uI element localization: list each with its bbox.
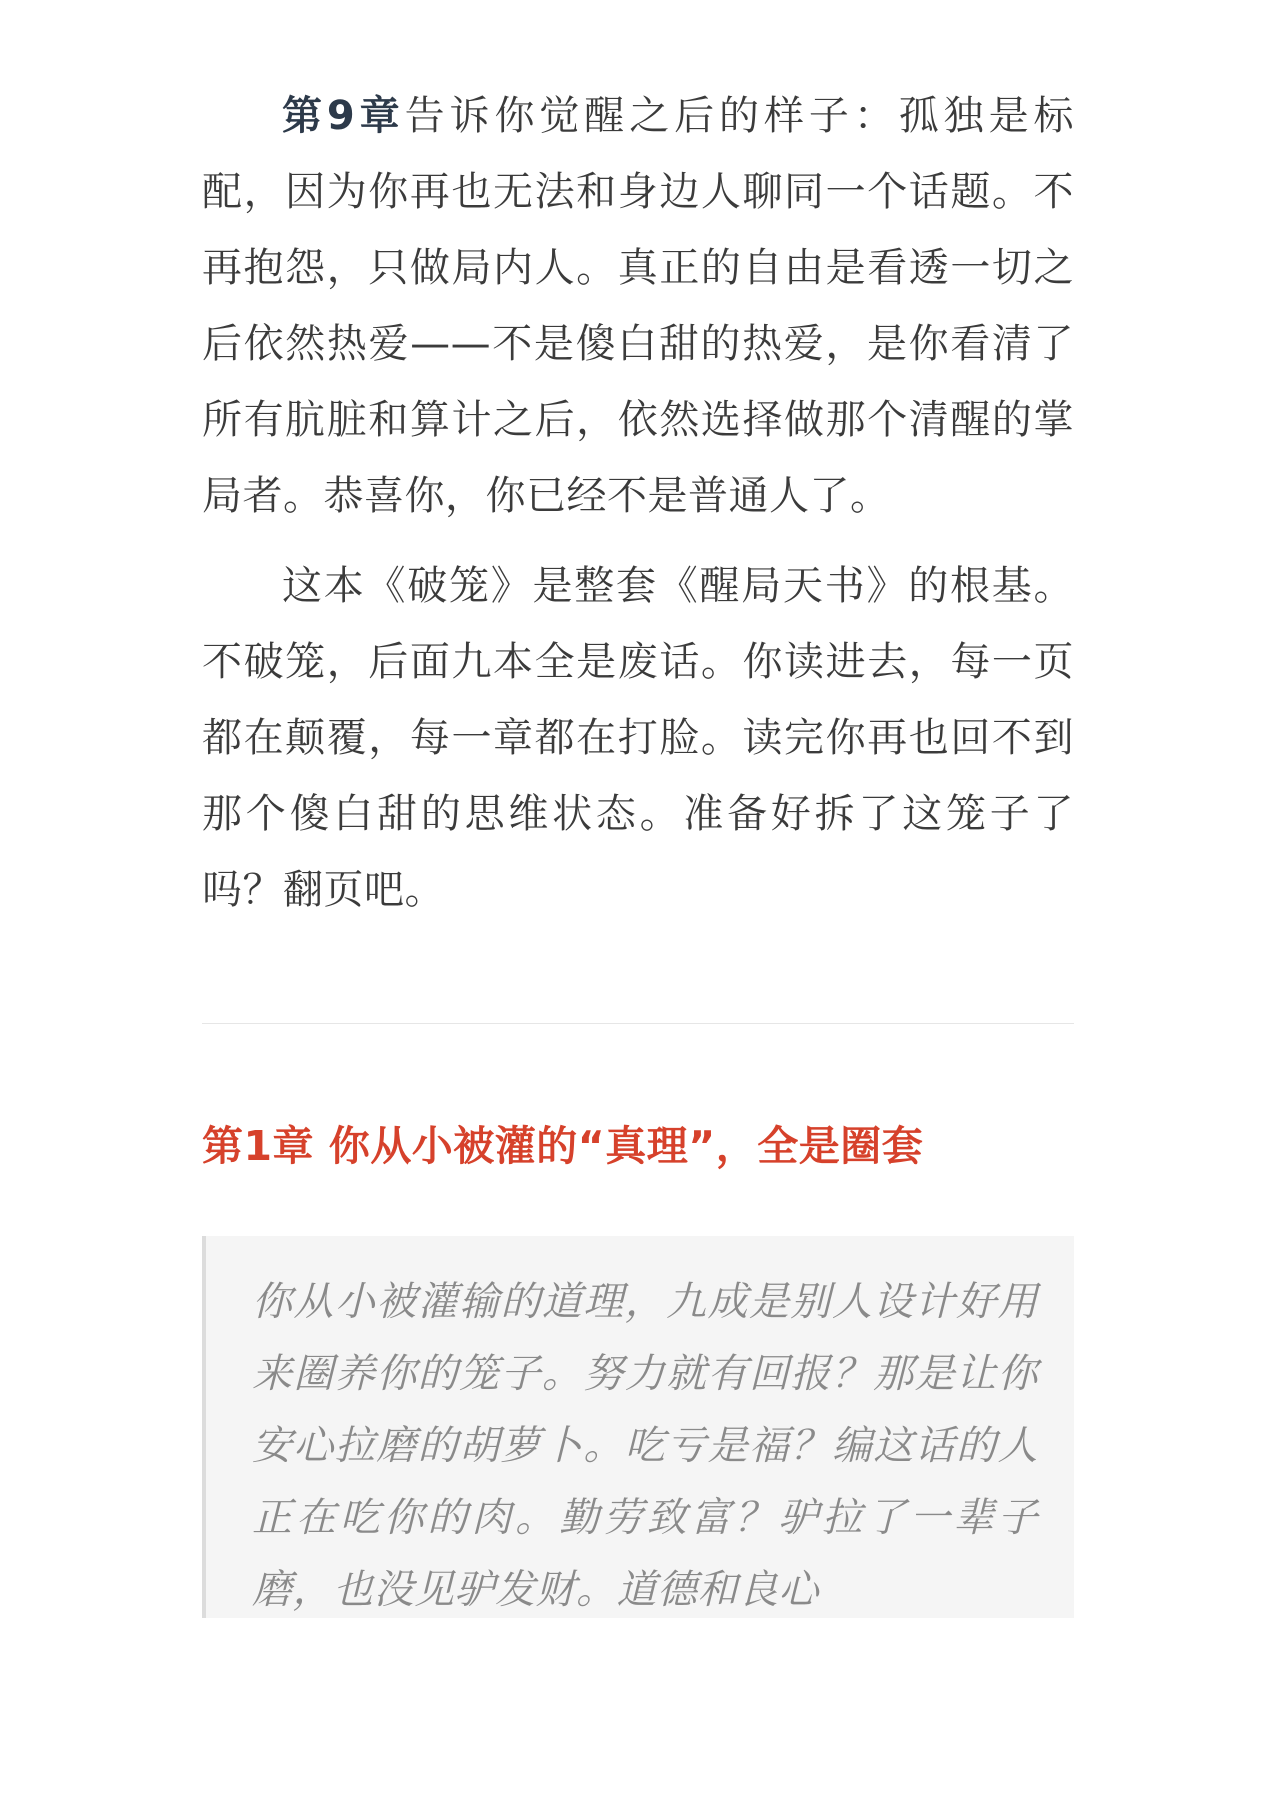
- chapter-title: 第1章 你从小被灌的“真理”，全是圈套: [202, 1122, 924, 1170]
- paragraph-text: 告诉你觉醒之后的样子：孤独是标配，因为你再也无法和身边人聊同一个话题。不再抱怨，只做局内人。真正的自由是看透一切之后依然热爱——不是傻白甜的热爱，是你看清了所有肮脏和算计之后，依然选择做那个清醒的掌局者。恭喜你，你已经不是普通人了。: [202, 93, 1075, 519]
- paragraph-chapter-9-summary: [202, 78, 1074, 534]
- article-body: [202, 78, 1074, 1618]
- blockquote-text: 你从小被灌输的道理，九成是别人设计好用来圈养你的笼子。努力就有回报？那是让你安心拉磨的胡萝卜。吃亏是福？编这话的人正在吃你的肉。勤劳致富？驴拉了一辈子磨，也没见驴发财。道德和良心: [252, 1279, 1038, 1613]
- blockquote: [202, 1236, 1074, 1618]
- section-divider: [202, 1023, 1074, 1024]
- chapter-9-highlight: 第9章: [282, 93, 405, 139]
- paragraph-book-intro: 这本《破笼》是整套《醒局天书》的根基。不破笼，后面九本全是废话。你读进去，每一页都在颠覆，每一章都在打脸。读完你再也回不到那个傻白甜的思维状态。准备好拆了这笼子了吗？翻页吧。: [202, 563, 1074, 913]
